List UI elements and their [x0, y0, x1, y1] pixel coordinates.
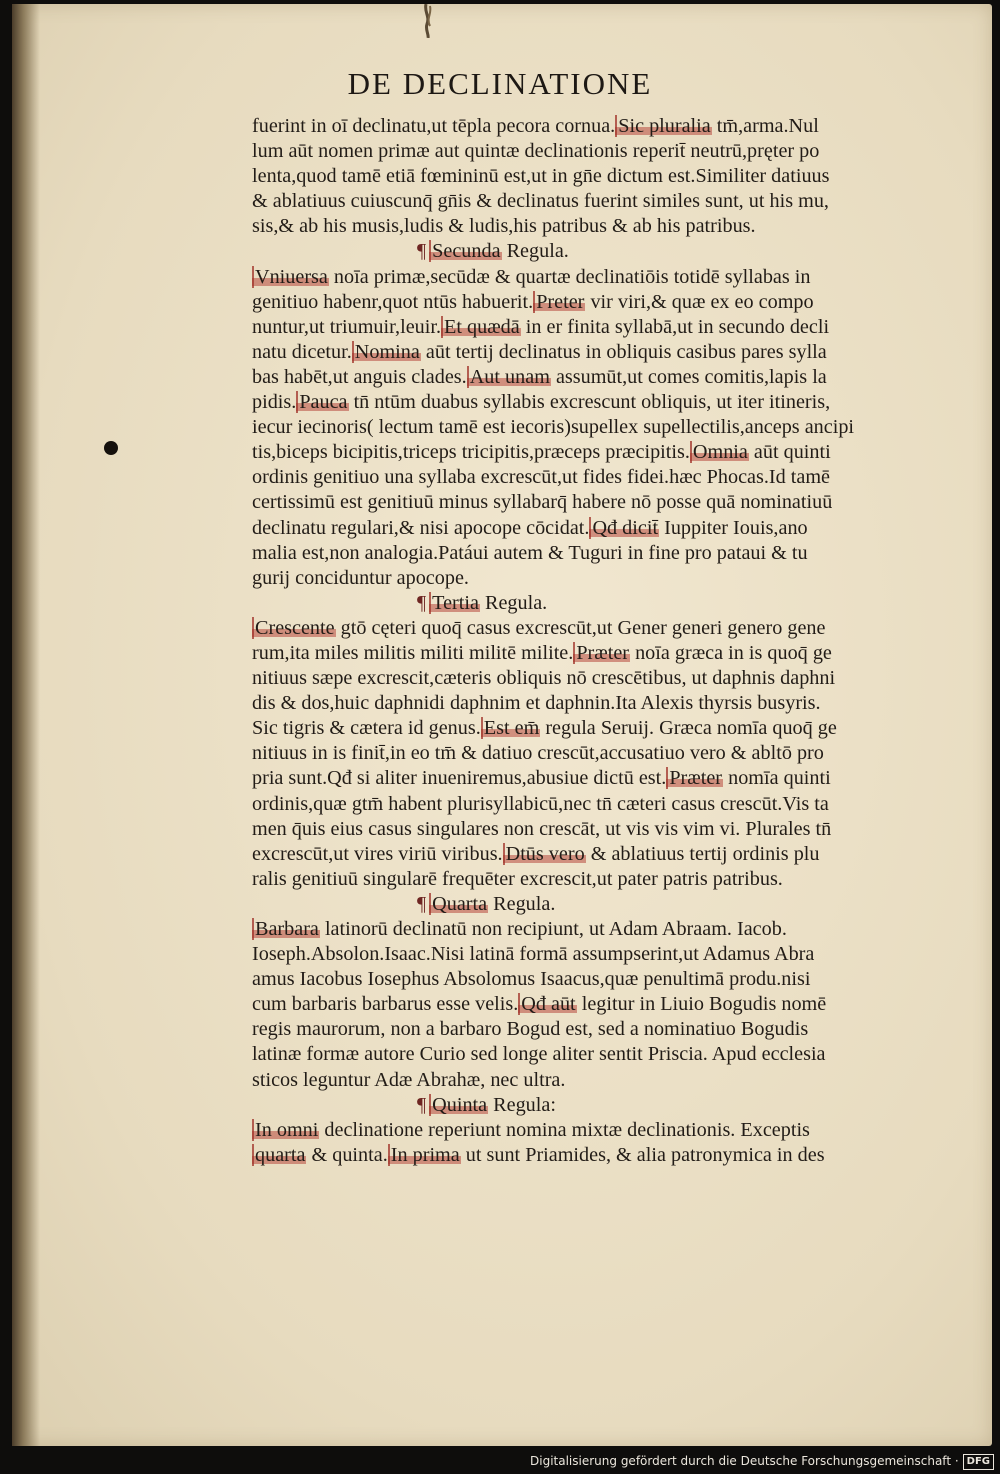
text-line [252, 541, 952, 566]
text-run: cum barbaris barbarus esse velis. [252, 993, 519, 1016]
digitization-footer [0, 1448, 994, 1474]
text-line [252, 1118, 952, 1143]
text-run: men q̄uis eius casus singulares non crescāt, ut vis vis vim vi. Plurales tn̄ [252, 817, 832, 840]
rubricated-word: Preter [533, 291, 585, 313]
text-line [252, 641, 952, 666]
text-line [252, 516, 952, 541]
text-run: fuerint in oī declinatu,ut tēpla pecora cornua. [252, 115, 616, 137]
text-line [252, 616, 952, 641]
rubricated-word: Tertia [429, 592, 480, 614]
rubricated-word: Qđ aūt [518, 993, 576, 1015]
text-run: iecur iecinoris( lectum tamē est iecoris)supellex supellectilis,anceps ancipi [252, 416, 855, 439]
section-heading [252, 1093, 952, 1118]
page-gutter [12, 4, 40, 1446]
text-line [252, 867, 952, 892]
text-line [252, 967, 952, 992]
text-run: regula Seruij. Græca nomīa quoq̄ ge [540, 717, 837, 740]
text-line [252, 415, 952, 440]
text-run: pria sunt.Qđ si aliter inueniremus,abusiue dictū est. [252, 767, 667, 790]
text-line [252, 917, 952, 942]
rubricated-word: Pauca [296, 391, 348, 413]
ink-blot [104, 441, 118, 455]
section-heading [252, 239, 952, 264]
rubricated-word: Dtūs vero [503, 843, 586, 865]
rubricated-word: Nomina [352, 341, 421, 363]
text-line [252, 164, 952, 189]
text-run: nitiuus in is finit̄,in eo tm̄ & datiuo crescūt,accusatiuo vero & abltō pro [252, 742, 824, 765]
text-line [252, 465, 952, 490]
text-run: vir viri,& quæ ex eo compo [585, 290, 814, 313]
rubricated-word: Aut unam [467, 366, 551, 388]
text-run: latinorū declinatū non recipiunt, ut Adam Abraam. Iacob. [319, 918, 787, 940]
text-line [252, 139, 952, 164]
text-line [252, 114, 952, 139]
rubricated-word: In prima [388, 1144, 461, 1166]
section-heading [252, 892, 952, 917]
rubricated-word: Secunda [429, 240, 501, 262]
text-run: natu dicetur. [252, 340, 352, 363]
text-line [252, 741, 952, 766]
text-line [252, 1017, 952, 1042]
text-run: declinatione reperiunt nomina mixtæ declinationis. Exceptis [319, 1118, 810, 1141]
rubricated-word: Barbara [252, 918, 320, 940]
text-line [252, 691, 952, 716]
pilcrow-mark: ¶ [417, 240, 427, 263]
text-line [252, 792, 952, 817]
text-run: certissimū est genitiuū minus syllabarq̄ habere nō posse quā nominatiuū [252, 491, 833, 514]
text-line [252, 315, 952, 340]
rubricated-word: Quarta [429, 893, 488, 915]
rubricated-word: Crescente [252, 617, 336, 639]
text-line [252, 942, 952, 967]
text-run: ralis genitiuū singularē frequēter excrescit,ut pater patris patribus. [252, 867, 783, 890]
footer-credit: Digitalisierung gefördert durch die Deutsche Forschungsgemeinschaft · [530, 1454, 959, 1468]
text-run: gtō cęteri quoq̄ casus excrescūt,ut Gener generi genero gene [335, 616, 826, 639]
text-line [252, 992, 952, 1017]
text-line [252, 214, 952, 239]
rubricated-word: Omnia [690, 441, 749, 463]
rubricated-word: In omni [252, 1119, 319, 1141]
text-run: ut sunt Priamides, & alia patronymica in des [460, 1143, 825, 1166]
text-run: nuntur,ut triumuir,leuir. [252, 315, 442, 338]
text-run: noīa græca in is quoq̄ ge [630, 641, 832, 664]
text-line [252, 842, 952, 867]
text-line [252, 1068, 952, 1093]
text-run: Regula: [488, 1093, 556, 1116]
text-run: lum aūt nomen primæ aut quintæ declinationis reperit̄ neutrū,pręter po [252, 140, 820, 163]
rubricated-word: Et quædā [441, 316, 521, 338]
rubricated-word: Sic pluralia [615, 115, 712, 137]
text-run: dis & dos,huic daphnidi daphnim et daphnin.Ita Alexis thyrsis busyris. [252, 692, 821, 715]
text-run: & quinta. [306, 1143, 388, 1166]
pilcrow-mark: ¶ [417, 892, 427, 915]
text-run: nitiuus sæpe excrescit,cæteris obliquis nō crescētibus, ut daphnis daphni [252, 667, 836, 690]
text-run: amus Iacobus Iosephus Absolomus Isaacus,quæ penultimā produ.nisi [252, 968, 811, 991]
text-line [252, 666, 952, 691]
text-run: tn̄ ntūm duabus syllabis excrescunt obliquis, ut iter itineris, [348, 391, 831, 414]
text-run: aūt tertij declinatus in obliquis casibus pares sylla [420, 340, 827, 363]
text-line [252, 1143, 952, 1168]
text-line [252, 390, 952, 415]
rubricated-word: Vniuersa [252, 266, 329, 288]
text-run: nomīa quinti [723, 767, 831, 790]
rubricated-word: Est em̄ [481, 717, 541, 739]
text-run: lenta,quod tamē etiā fœmininū est,ut in gn̄e dictum est.Similiter datiuus [252, 165, 830, 188]
text-run: legitur in Liuio Bogudis nomē [576, 993, 827, 1016]
text-run: Iuppiter Iouis,ano [659, 516, 808, 539]
text-run: Regula. [501, 240, 569, 263]
text-line [252, 290, 952, 315]
text-run: Sic tigris & cætera id genus. [252, 717, 481, 740]
text-line [252, 766, 952, 791]
text-line [252, 490, 952, 515]
text-run: gurij conciduntur apocope. [252, 566, 469, 589]
pilcrow-mark: ¶ [417, 591, 427, 614]
text-run: declinatu regulari,& nisi apocope cōcidat. [252, 516, 590, 539]
text-line [252, 189, 952, 214]
text-run: ordinis,quæ gtm̄ habent plurisyllabicū,nec tn̄ cæteri casus crescūt.Vis ta [252, 792, 829, 815]
dfg-logo: DFG [963, 1454, 994, 1470]
pilcrow-mark: ¶ [417, 1093, 427, 1116]
rubricated-word: quarta [252, 1144, 306, 1166]
text-run: pidis. [252, 391, 297, 414]
text-run: & ablatiuus tertij ordinis plu [585, 842, 820, 865]
text-run: assumūt,ut comes comitis,lapis la [550, 365, 827, 388]
rubricated-word: Qđ dicit̄ [589, 517, 659, 539]
text-run: sticos leguntur Adæ Abrahæ, nec ultra. [252, 1068, 566, 1091]
text-run: regis maurorum, non a barbaro Bogud est, sed a nominatiuo Bogudis [252, 1018, 809, 1041]
text-run: in er finita syllabā,ut in secundo decli [520, 315, 830, 338]
text-run: Regula. [488, 892, 556, 915]
text-line [252, 566, 952, 591]
text-run: bas habēt,ut anguis clades. [252, 365, 467, 388]
text-run: excrescūt,ut vires viriū viribus. [252, 842, 503, 865]
rubricated-word: Præter [573, 642, 630, 664]
text-line [252, 340, 952, 365]
text-run: tis,biceps bicipitis,triceps tricipitis,præceps præcipitis. [252, 441, 690, 464]
text-line [252, 817, 952, 842]
text-run: latinæ formæ autore Curio sed longe aliter sentit Priscia. Apud ecclesia [252, 1043, 826, 1066]
running-head: DE DECLINATIONE [347, 66, 653, 101]
text-run: Regula. [479, 591, 548, 614]
text-line [252, 716, 952, 741]
text-run: rum,ita miles militis militi militē milite. [252, 641, 574, 664]
text-run: sis,& ab his musis,ludis & ludis,his patribus & ab his patribus. [252, 215, 756, 238]
rubricated-word: Quinta [429, 1094, 488, 1116]
text-line [252, 365, 952, 390]
text-run: ordinis genitiuo una syllaba excrescūt,ut fides fidei.hæc Phocas.Id tamē [252, 466, 830, 489]
text-run: genitiuo habenr,quot ntūs habuerit. [252, 290, 534, 313]
rubricated-word: Præter [666, 767, 723, 789]
text-line [252, 265, 952, 290]
section-heading [252, 591, 952, 616]
text-run: Ioseph.Absolon.Isaac.Nisi latinā formā assumpserint,ut Adamus Abra [252, 943, 815, 966]
text-run: aūt quinti [748, 441, 831, 464]
text-run: noīa primæ,secūdæ & quartæ declinatiōis totidē syllabas in [328, 265, 811, 288]
text-run: & ablatiuus cuiuscunq̄ gn̄is & declinatus fuerint similes sunt, ut his mu, [252, 190, 829, 213]
text-run: tm̄,arma.Nul [711, 115, 819, 137]
text-line [252, 440, 952, 465]
text-line [252, 1042, 952, 1067]
text-block [252, 114, 952, 1168]
text-run: malia est,non analogia.Patáui autem & Tuguri in fine pro pataui & tu [252, 541, 808, 564]
binding-thread [416, 4, 440, 38]
